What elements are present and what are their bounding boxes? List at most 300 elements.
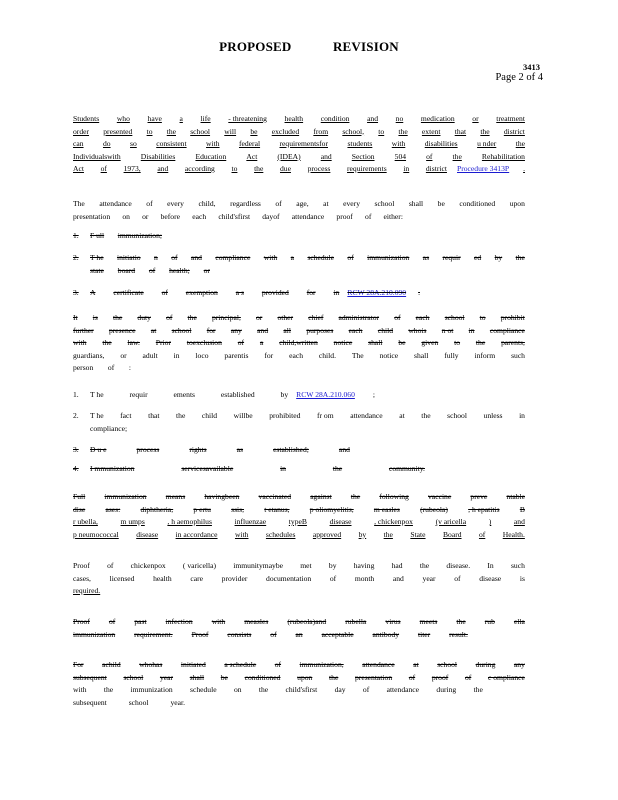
word: any [513,660,525,669]
word: the [113,313,123,322]
text-line [73,504,525,517]
word: r ubella, [73,517,98,526]
word: upon [297,672,313,682]
word: ed [474,253,482,262]
rcw-link[interactable]: RCW 28A.210.090 [347,288,407,297]
word: t etanus, [264,504,290,514]
word: requirement. [134,629,173,639]
word: of [274,660,282,669]
word: schedules [265,529,296,539]
word: proof [336,211,353,221]
word: regardless [230,199,261,208]
word: at [399,411,405,420]
paragraph-schedule [73,659,525,709]
word: in accordance [175,529,218,539]
word: to [378,126,385,136]
word: infection [165,617,193,626]
word: parents, [501,338,525,347]
word: with [211,617,226,626]
word: during [475,660,496,669]
word: and [513,517,525,526]
word: such [511,350,525,360]
text-run [90,389,288,402]
word: medication [420,114,455,123]
word: presentation [355,672,393,682]
word: school [374,199,395,208]
word: of [365,211,372,221]
word: consistent [156,139,187,148]
word: m easles [373,504,400,514]
word: Individualswith [73,151,121,161]
word: requirementsfor [279,139,328,148]
word: Board [442,529,462,539]
word: cases, [73,573,91,583]
text-line [73,585,105,598]
word: Section [351,151,375,161]
word: having [353,561,375,570]
page-title: PROPOSED REVISION [219,39,399,54]
word: each [289,350,303,360]
word: proof [431,672,449,682]
text-line [73,325,525,338]
word: provider [221,573,248,583]
word: immunization; [117,231,162,240]
word: each [415,313,430,322]
word: u nder [477,139,497,148]
list-number: 1. [73,231,79,240]
text-line [90,463,425,476]
word: , chickenpox [374,517,413,526]
word: established [220,390,255,399]
word: child [377,325,394,335]
word: immunization [367,253,410,262]
word: conditioned [244,672,281,682]
word: day [334,685,346,694]
word: exemption [185,288,218,297]
word: given [421,338,439,347]
word: prohibited [269,411,301,420]
text-line [73,684,483,697]
word: district [425,164,447,173]
word: a [179,114,183,123]
word: of [107,363,115,372]
word: following [379,492,409,501]
word: shall [368,338,383,347]
text-line [73,697,185,710]
text-line [90,410,525,423]
word: of [108,617,116,626]
word: , h aemophilus [167,517,212,526]
word: school, [342,126,365,136]
word: further [73,325,94,335]
word: a s [235,288,244,297]
word: child'sfirst [218,211,251,221]
word: means [165,492,186,501]
word: Health. [502,529,525,539]
word: the [254,164,264,173]
text-run [73,163,447,176]
word: initiated [180,660,206,669]
word: purposes [306,325,334,335]
word: immunization [73,629,116,639]
word: measles [244,617,269,626]
word: in [280,464,286,473]
word: and [338,445,350,454]
word: or [256,313,263,322]
word: fully [444,350,459,360]
word: or [120,350,127,360]
word: Act [73,164,84,173]
word: by [494,253,503,262]
word: attendance [386,685,420,694]
word: typeB [288,517,307,526]
word: of [275,199,282,208]
word: The [351,350,364,360]
word: established; [273,445,309,454]
word: fact [120,411,132,420]
list-number: 3. [73,445,79,454]
word: dise [73,504,86,514]
word: school [437,660,458,669]
word: compliance [215,253,251,262]
word: and [257,325,269,335]
word: influenzae [234,517,267,526]
word: ases: [105,504,121,514]
text-line [73,616,525,629]
word: The [73,199,85,208]
word: of [329,573,337,583]
word: of [394,313,401,322]
word: care [190,573,203,583]
word: an [295,629,303,639]
word: life [200,114,211,123]
word: inform [474,350,496,360]
word: servicesavailable [181,464,234,473]
word: dayof [262,211,280,221]
word: In [487,561,494,570]
word: that [148,411,160,420]
word: conditioned [459,199,496,208]
word: that [454,126,467,136]
text-line [73,138,525,151]
word: D u e [90,445,107,454]
word: a [290,253,295,262]
word: schedule [307,253,335,262]
word: a schedule [224,660,257,669]
word: of [100,164,107,173]
word: virus [385,617,401,626]
word: havingbeen [204,492,240,501]
word: acceptable [321,629,354,639]
word: immunization [104,492,147,501]
word: the [258,685,269,694]
word: licensed [109,573,135,583]
word: who [116,114,130,123]
word: as [236,445,244,454]
list-number: 2. [73,411,79,420]
word: attendance [99,199,132,208]
text-line [73,529,525,542]
word: State [410,529,426,539]
word: antibody [372,629,400,639]
word: unless [483,411,503,420]
word: Proof [191,629,209,639]
word: the [421,411,431,420]
word: subsequent [73,672,107,682]
word: in [468,325,475,335]
word: of [107,561,114,570]
word: month [354,573,375,583]
word: school [447,411,467,420]
word: presented [103,126,133,136]
word: law. [127,338,140,347]
word: n ot [441,325,454,335]
word: , h epatitis [468,504,500,514]
word: immunization [130,685,173,694]
list-number: 2. [73,253,79,262]
word: excluded [271,126,300,136]
word: shall [408,199,424,208]
word: disease [329,517,352,526]
text-line [73,362,131,375]
text-line [90,230,162,243]
word: immunization, [299,660,344,669]
word: upon [509,199,525,208]
word: the [176,411,186,420]
word: ) [488,517,492,526]
word: rights [189,445,207,454]
word: at [150,325,157,335]
word: rubella [345,617,367,626]
page-number: Page 2 of 4 [495,72,543,83]
procedure-link[interactable]: Procedure 3413P [457,164,510,173]
word: ella [513,617,525,626]
word: to [231,164,238,173]
word: n [154,253,158,262]
word: child'sfirst [285,685,318,694]
word: to [454,338,461,347]
word: preve [470,492,488,501]
word: in [333,288,340,297]
word: schedule [190,685,217,694]
list-number: 1. [73,390,79,399]
word: Rehabilitation [481,151,525,161]
word: of [408,672,416,682]
word: requir [442,253,461,262]
word: so [130,139,137,148]
word: school [444,313,465,322]
word: required. [73,586,101,595]
paragraph-past-infection [73,616,525,641]
word: from [313,126,329,136]
word: whois [408,325,427,335]
word: the [383,529,393,539]
list-number: 4. [73,464,79,473]
word: each [348,325,363,335]
word: Act [246,151,258,161]
word: year [159,672,174,682]
word: with [206,139,220,148]
word: child [201,411,218,420]
word: school [123,672,144,682]
word: every [343,199,360,208]
word: presentation [73,211,111,221]
period: . [523,164,525,173]
word: the [515,253,525,262]
word: shall [414,350,429,360]
word: by [328,561,337,570]
word: 504 [394,151,407,161]
word: person [73,363,94,372]
word: age, [296,199,309,208]
word: disease [136,529,159,539]
word: in [519,411,525,420]
word: of [237,338,245,347]
word: Education [195,151,227,161]
word: immunitymaybe [233,561,284,570]
word: of [362,685,370,694]
word: rub [484,617,495,626]
text-line [90,265,210,278]
text-line [73,113,525,126]
word: with [263,253,278,262]
word: m umps [120,517,145,526]
word: requirements [347,164,387,173]
word: have [147,114,162,123]
word: to [146,126,153,136]
word: shall [189,672,205,682]
word: and [392,573,404,583]
word: For [73,660,84,669]
rcw-link[interactable]: RCW 28A.210.060 [296,390,355,399]
word: of [146,199,153,208]
list-item [73,410,525,436]
word: with [73,338,87,347]
word: achild [102,660,121,669]
word: the [480,126,490,136]
word: at [413,660,419,669]
word: (rubeola) [420,504,448,514]
word: presence [108,325,136,335]
word: and [190,253,202,262]
word: for [306,288,316,297]
word: at [323,199,329,208]
text-line [73,672,525,685]
word: be [398,338,406,347]
word: federal [238,139,261,148]
word: the [166,126,176,136]
word: Full [73,492,86,501]
word: T he [90,390,104,399]
word: or [472,114,479,123]
word: any [230,325,242,335]
word: disabilities [424,139,458,148]
word: of [166,313,173,322]
word: the [332,464,343,473]
word: of [148,265,156,275]
word: T he [90,253,104,262]
word: child,written [279,338,318,347]
word: and [157,164,169,173]
word: notice [333,338,353,347]
word: district [503,126,525,136]
word: prohibit [500,313,525,322]
word: with [73,685,87,694]
word: vaccinated [258,492,292,501]
text-line [73,350,525,363]
period: . [418,288,420,297]
text-line [73,163,525,176]
word: be [250,126,258,136]
word: the [475,338,486,347]
paragraph-attendance [73,198,525,223]
word: T he [90,411,104,420]
text-line [73,516,525,529]
word: requir [129,390,148,399]
word: year [422,573,436,583]
semicolon: ; [372,390,375,399]
word: for [206,325,216,335]
word: either: [383,211,403,221]
text-line [73,337,525,350]
paragraph-principal-duty [73,312,525,375]
word: of [454,573,461,583]
word: documentation [266,573,312,583]
word: is [92,313,98,322]
word: c ompliance [487,672,525,682]
word: board [117,265,136,275]
word: meets [419,617,438,626]
word: past [134,617,147,626]
word: of [464,672,472,682]
word: adult [142,350,158,360]
word: school [128,697,149,707]
word: (v aricella [435,517,467,526]
word: the [452,151,462,161]
word: treatment [496,114,525,123]
word: p oliomyelitis, [309,504,354,514]
word: the [398,126,408,136]
word: each [192,211,207,221]
word: willbe [233,411,253,420]
word: with [234,529,249,539]
word: the [456,617,466,626]
word: ssis, [231,504,245,514]
word: : [128,363,131,372]
word: vaccine [428,492,452,501]
word: on [233,685,242,694]
word: of [171,253,178,262]
word: had [391,561,403,570]
word: the [350,492,361,501]
word: initiatio [116,253,141,262]
word: loco [195,350,209,360]
text-line [73,573,525,586]
word: of [426,151,433,161]
word: attendance [291,211,325,221]
word: due [279,164,291,173]
word: attendance [350,411,383,420]
word: titer [417,629,431,639]
word: disease [479,573,502,583]
word: by [358,529,367,539]
word: condition [320,114,350,123]
word: disease. [446,561,471,570]
word: subsequent [73,697,107,707]
word: compliance [489,325,525,335]
word: approved [312,529,342,539]
word: such [510,561,525,570]
